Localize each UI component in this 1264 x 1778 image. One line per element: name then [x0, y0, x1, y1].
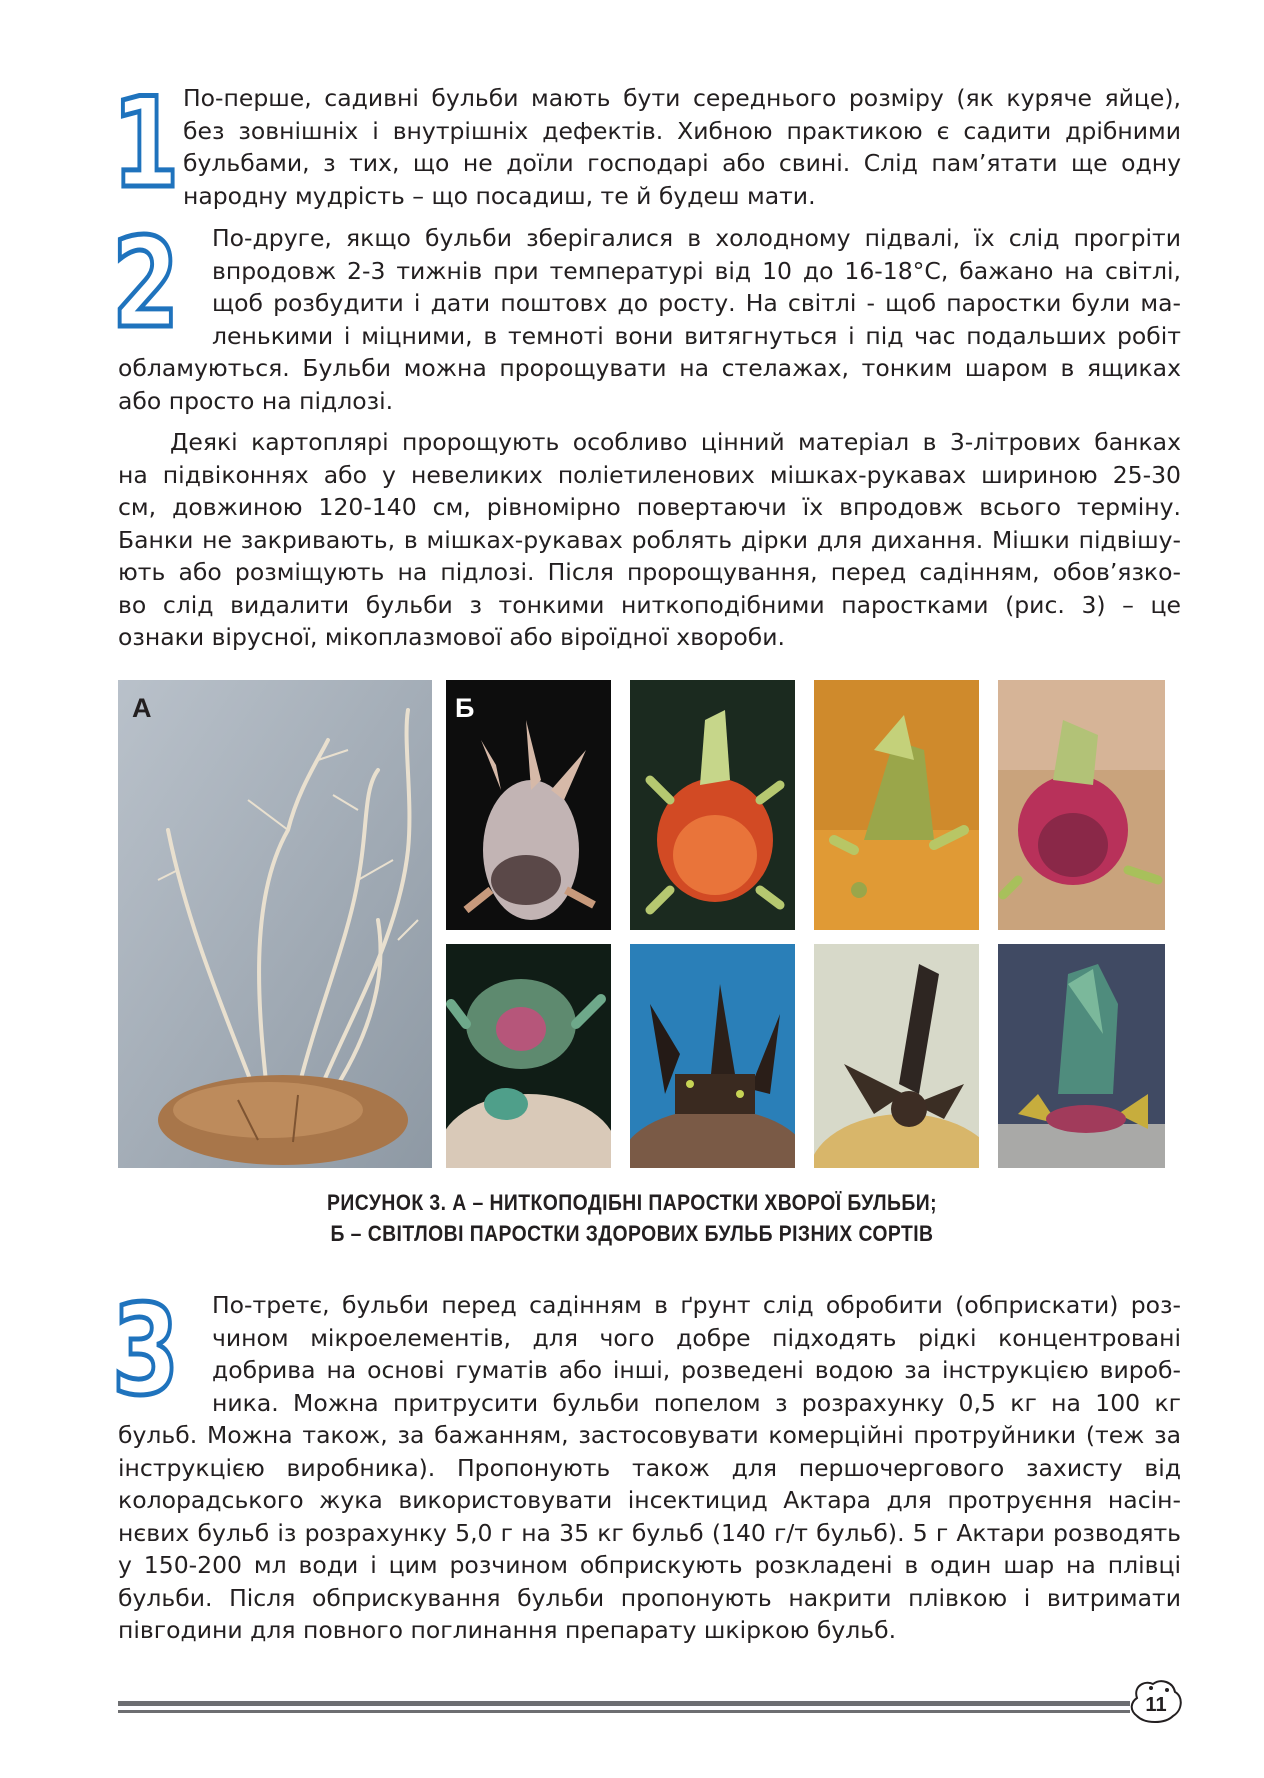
- paragraph-3: [118, 426, 1181, 654]
- paragraph-line: щоб розбудити і дати поштовх до росту. На світлі - щоб паростки були ма-: [212, 289, 1181, 317]
- paragraph-line: на підвіконнях або у невеликих поліетиленових мішках-рукавах шириною 25-30: [118, 460, 1181, 489]
- figure-label-b: Б: [455, 693, 475, 723]
- photo-healthy-sprout-8: [998, 944, 1165, 1168]
- footer-rule-top: [118, 1701, 1130, 1706]
- paragraph-line: у 150-200 мл води і цим розчином обприскують розкладені в один шар на плівці: [118, 1551, 1181, 1579]
- paragraph-4: [118, 1289, 1181, 1647]
- figure-caption-line-2: Б – СВІТЛОВІ ПАРОСТКИ ЗДОРОВИХ БУЛЬБ РІЗНИХ СОРТІВ: [330, 1221, 934, 1246]
- paragraph-line: Деякі картоплярі пророщують особливо цінний матеріал в 3-літрових банках: [170, 428, 1181, 456]
- section-numeral-2: 2: [112, 212, 180, 356]
- photo-healthy-sprout-7: [814, 944, 979, 1168]
- section-numeral-3: 3: [112, 1279, 180, 1423]
- paragraph-line: чином мікроелементів, для чого добре підходять рідкі концентровані: [212, 1323, 1181, 1352]
- paragraph-line: бульбами, з тих, що не доїли господарі або свині. Слід пам’ятати ще одну: [183, 149, 1181, 177]
- paragraph-line: народну мудрість – що посадиш, те й будеш мати.: [183, 181, 816, 210]
- paragraph-line: бульби. Після обприскування бульби пропонують накрити плівкою і витримати: [118, 1583, 1181, 1612]
- paragraph-line: добрива на основі гуматів або інші, розведені водою за інструкцією вироб-: [212, 1356, 1181, 1384]
- figure-caption-line-1: РИСУНОК 3. А – НИТКОПОДІБНІ ПАРОСТКИ ХВОРОЇ БУЛЬБИ;: [327, 1190, 937, 1215]
- photo-healthy-sprout-3: [814, 680, 979, 930]
- paragraph-line: ознаки вірусної, мікоплазмової або віроїдної хвороби.: [118, 623, 785, 651]
- paragraph-line: інструкцією виробника). Пропонують також для першочергового захисту від: [118, 1453, 1181, 1482]
- paragraph-line: нєвих бульб із розрахунку 5,0 г на 35 кг бульб (140 г/т бульб). 5 г Актари розводять: [118, 1518, 1181, 1547]
- paragraph-line: колорадського жука використовувати інсектицид Актара для протруєння насін-: [118, 1486, 1181, 1514]
- paragraph-line: або просто на підлозі.: [118, 386, 394, 415]
- paragraph-line: см, довжиною 120-140 см, рівномірно повертаючи їх впродовж всього терміну.: [118, 493, 1181, 521]
- paragraph-line: ленькими і міцними, в темноті вони витягнуться і під час подальших робіт: [212, 321, 1181, 350]
- paragraph-line: обламуються. Бульби можна пророщувати на стелажах, тонким шаром в ящиках: [118, 354, 1181, 382]
- paragraph-line: Банки не закривають, в мішках-рукавах роблять дірки для дихання. Мішки підвішу-: [118, 525, 1181, 554]
- paragraph-line: По-третє, бульби перед садінням в ґрунт слід обробити (обприскати) роз-: [212, 1291, 1181, 1319]
- section-numeral-1: 1: [112, 72, 180, 216]
- paragraph-line: півгодини для повного поглинання препарату шкіркою бульб.: [118, 1616, 897, 1644]
- photo-healthy-sprout-4: [998, 680, 1165, 930]
- paragraph-line: бульб. Можна також, за бажанням, застосовувати комерційні протруйники (теж за: [118, 1421, 1181, 1449]
- photo-healthy-sprout-2: [630, 680, 795, 930]
- paragraph-line: ника. Можна притрусити бульби попелом з розрахунку 0,5 кг на 100 кг: [212, 1388, 1181, 1417]
- paragraph-2: [118, 222, 1181, 417]
- photo-healthy-sprout-6: [630, 944, 795, 1168]
- paragraph-line: ють або розміщують на підлозі. Після пророщування, перед садінням, обов’язко-: [118, 558, 1181, 586]
- photo-diseased-tuber-sprouts: [118, 680, 432, 1168]
- page-number: 11: [1145, 1694, 1167, 1716]
- photo-healthy-sprout-5: [446, 944, 611, 1168]
- paragraph-line: впродовж 2-3 тижнів при температурі від 10 до 16-18°С, бажано на світлі,: [212, 256, 1181, 285]
- paragraph-line: во слід видалити бульби з тонкими ниткоподібними паростками (рис. 3) – це: [118, 590, 1181, 619]
- page-number-badge: [1127, 1676, 1185, 1726]
- paragraph-line: без зовнішніх і внутрішніх дефектів. Хибною практикою є садити дрібними: [183, 116, 1181, 145]
- paragraph-line: По-перше, садивні бульби мають бути середнього розміру (як куряче яйце),: [183, 84, 1181, 112]
- footer-rule-bottom: [118, 1710, 1130, 1713]
- paragraph-line: По-друге, якщо бульби зберігалися в холодному підвалі, їх слід прогріти: [212, 224, 1181, 252]
- figure-label-a: А: [132, 693, 152, 723]
- paragraph-1: [183, 82, 1181, 212]
